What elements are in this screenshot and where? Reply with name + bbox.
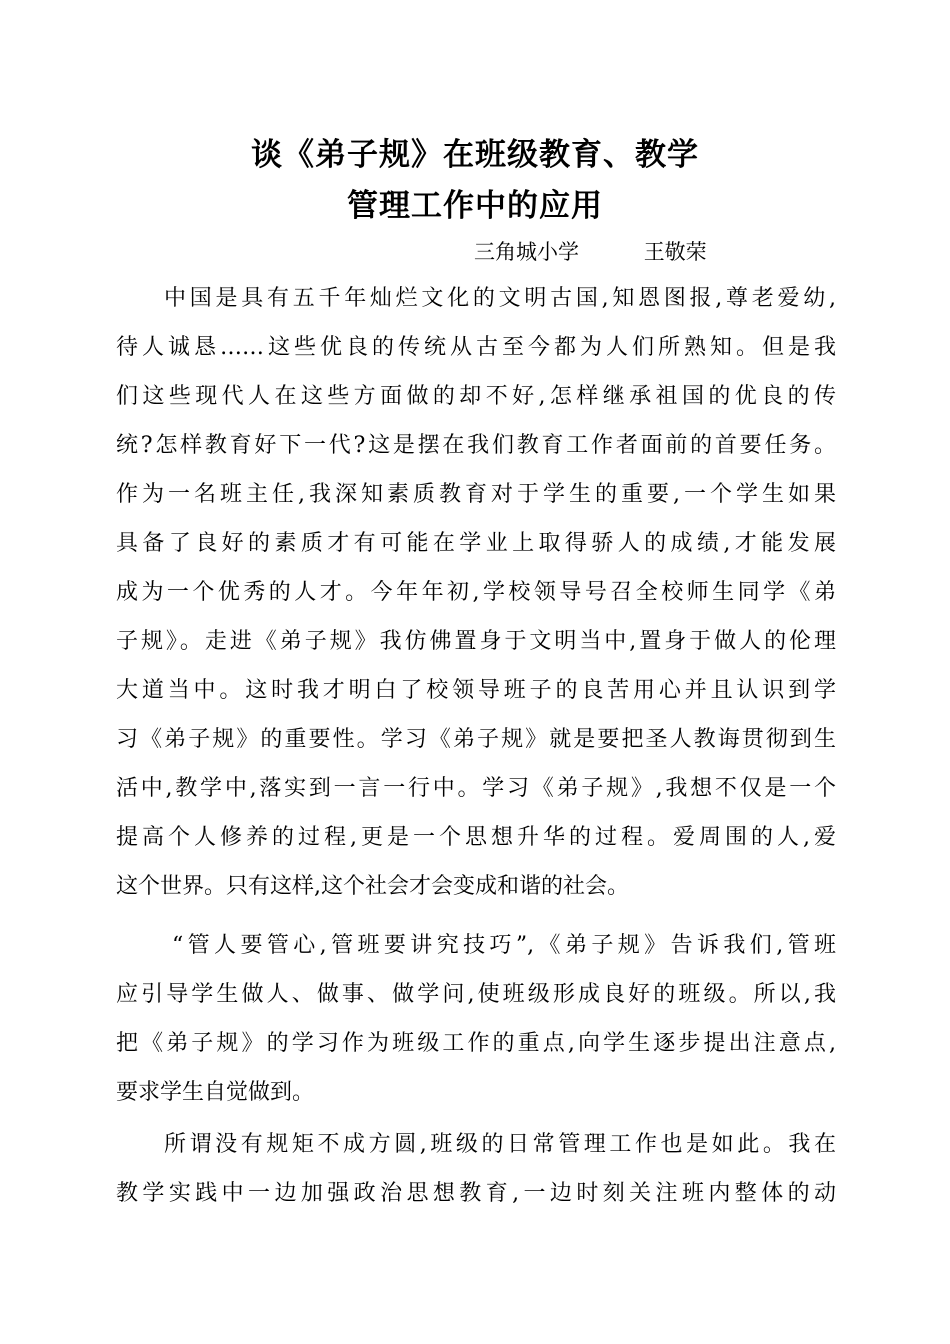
paragraph-line: 子规》。走进《弟子规》我仿佛置身于文明当中,置身于做人的伦理 [116,629,836,654]
paragraph-line: 们这些现代人在这些方面做的却不好,怎样继承祖国的优良的传 [116,384,836,409]
paragraph-line: 这个世界。只有这样,这个社会才会变成和谐的社会。 [116,874,629,899]
paragraph-3 [116,1120,836,1218]
paragraph-line: 统?怎样教育好下一代?这是摆在我们教育工作者面前的首要任务。 [116,433,836,458]
paragraph-line: 习《弟子规》的重要性。学习《弟子规》就是要把圣人教诲贯彻到生 [116,727,836,752]
paragraph-2 [116,921,836,1117]
document-title-line-1: 谈《弟子规》在班级教育、教学 [251,137,699,173]
document-title-line-2: 管理工作中的应用 [347,188,603,224]
author-school: 三角城小学 [474,240,579,264]
paragraph-line: 作为一名班主任,我深知素质教育对于学生的重要,一个学生如果 [116,482,836,507]
author-name: 王敬荣 [643,240,707,264]
paragraph-line: 中国是具有五千年灿烂文化的文明古国,知恩图报,尊老爱幼, [164,286,836,311]
paragraph-line: 把《弟子规》的学习作为班级工作的重点,向学生逐步提出注意点, [116,1031,836,1056]
paragraph-line: 活中,教学中,落实到一言一行中。学习《弟子规》,我想不仅是一个 [116,776,836,801]
paragraph-line: 所谓没有规矩不成方圆,班级的日常管理工作也是如此。我在 [164,1132,836,1157]
paragraph-line: 教学实践中一边加强政治思想教育,一边时刻关注班内整体的动 [116,1181,836,1206]
paragraph-line: 成为一个优秀的人才。今年年初,学校领导号召全校师生同学《弟 [116,580,836,605]
paragraph-line: 应引导学生做人、做事、做学问,使班级形成良好的班级。所以,我 [116,982,836,1007]
paragraph-line: “管人要管心,管班要讲究技巧”,《弟子规》告诉我们,管班 [172,933,836,958]
paragraph-line: 提高个人修养的过程,更是一个思想升华的过程。爱周围的人,爱 [116,825,836,850]
paragraph-line: 要求学生自觉做到。 [116,1080,315,1105]
paragraph-1 [116,274,836,911]
paragraph-line: 大道当中。这时我才明白了校领导班子的良苦用心并且认识到学 [116,678,836,703]
paragraph-line: 待人诚恳……这些优良的传统从古至今都为人们所熟知。但是我 [116,335,836,360]
byline [474,236,707,266]
paragraph-line: 具备了良好的素质才有可能在学业上取得骄人的成绩,才能发展 [116,531,836,556]
